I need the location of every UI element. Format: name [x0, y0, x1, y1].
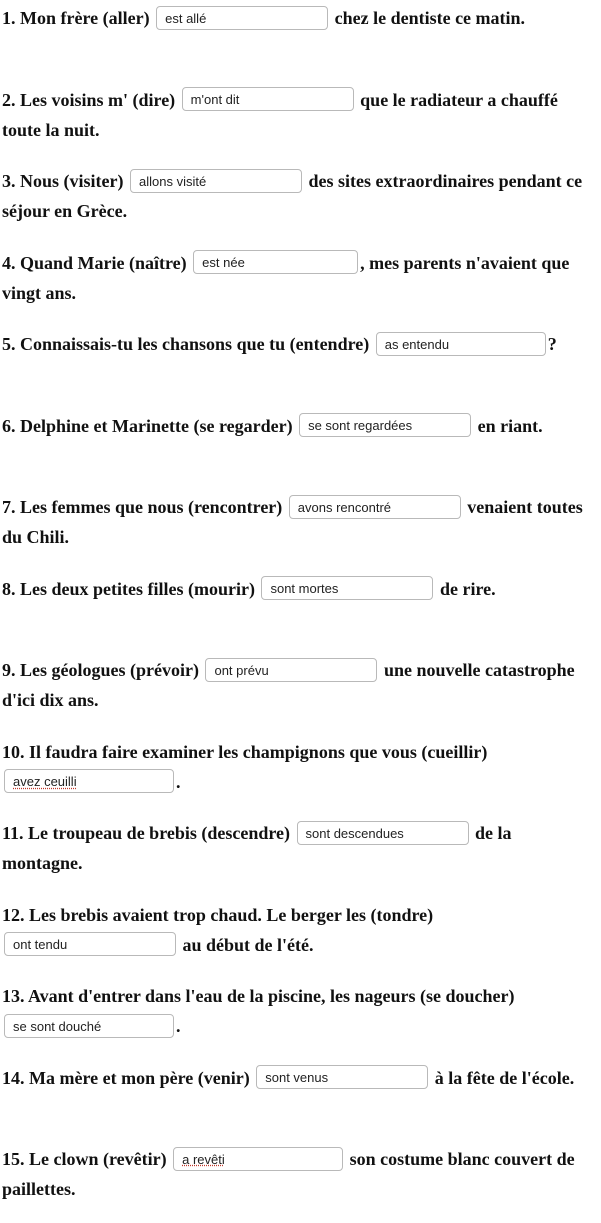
question-continuation: une nouvelle catastrophe d'ici dix ans.: [2, 660, 575, 710]
question-prompt: 7. Les femmes que nous (rencontrer): [2, 497, 283, 517]
answer-input[interactable]: ont prévu: [205, 658, 377, 682]
question-continuation: .: [176, 771, 181, 792]
question-11: [2, 815, 595, 897]
question-prompt: 15. Le clown (revêtir): [2, 1149, 167, 1169]
answer-input[interactable]: sont descendues: [297, 821, 469, 845]
question-13: [2, 978, 595, 1060]
question-continuation: au début de l'été.: [182, 934, 314, 955]
answer-text: a revêti: [182, 1151, 225, 1167]
question-prompt: 2. Les voisins m' (dire): [2, 89, 176, 110]
question-prompt: 8. Les deux petites filles (mourir): [2, 578, 255, 599]
question-prompt: 10. Il faudra faire examiner les champignons que vous (cueillir): [2, 741, 488, 762]
question-continuation: .: [176, 1016, 181, 1036]
question-continuation: des sites extraordinaires pendant ce séjour en Grèce.: [2, 171, 583, 221]
question-2: [2, 82, 595, 164]
question-continuation: de la montagne.: [2, 823, 512, 873]
question-continuation: chez le dentiste ce matin.: [334, 8, 526, 28]
answer-input[interactable]: avons rencontré: [289, 495, 461, 519]
question-10: [2, 734, 595, 816]
answer-input[interactable]: [173, 1147, 343, 1171]
question-5: [2, 326, 595, 408]
answer-text: avez ceuilli: [13, 774, 77, 790]
question-prompt: 11. Le troupeau de brebis (descendre): [2, 823, 291, 843]
question-prompt: 6. Delphine et Marinette (se regarder): [2, 415, 293, 436]
question-14: [2, 1060, 595, 1142]
question-7: [2, 489, 595, 571]
question-continuation: en riant.: [477, 415, 543, 436]
answer-input[interactable]: sont venus: [256, 1065, 428, 1089]
question-prompt: 14. Ma mère et mon père (venir): [2, 1067, 250, 1088]
question-9: [2, 652, 595, 734]
answer-input[interactable]: ont tendu: [4, 932, 176, 956]
question-continuation: que le radiateur a chauffé toute la nuit.: [2, 89, 558, 140]
question-6: [2, 408, 595, 490]
question-3: [2, 163, 595, 245]
question-12: [2, 897, 595, 979]
answer-input[interactable]: m'ont dit: [182, 87, 354, 111]
answer-input[interactable]: est allé: [156, 6, 328, 30]
question-prompt: 4. Quand Marie (naître): [2, 252, 187, 273]
question-continuation: ?: [547, 334, 557, 354]
question-continuation: de rire.: [439, 578, 496, 599]
question-15: [2, 1141, 595, 1223]
question-prompt: 9. Les géologues (prévoir): [2, 660, 199, 680]
question-continuation: son costume blanc couvert de paillettes.: [2, 1149, 575, 1199]
answer-input[interactable]: se sont douché: [4, 1014, 174, 1038]
question-4: [2, 245, 595, 327]
question-continuation: , mes parents n'avaient que vingt ans.: [2, 252, 570, 303]
question-prompt: 13. Avant d'entrer dans l'eau de la piscine, les nageurs (se doucher): [2, 986, 515, 1006]
question-prompt: 3. Nous (visiter): [2, 171, 124, 191]
question-prompt: 1. Mon frère (aller): [2, 8, 150, 28]
question-1: [2, 0, 595, 82]
answer-input[interactable]: se sont regardées: [299, 413, 471, 437]
question-8: [2, 571, 595, 653]
answer-input[interactable]: [4, 769, 174, 793]
question-prompt: 5. Connaissais-tu les chansons que tu (entendre): [2, 334, 370, 354]
question-continuation: venaient toutes du Chili.: [2, 497, 583, 547]
answer-input[interactable]: est née: [193, 250, 358, 274]
question-prompt: 12. Les brebis avaient trop chaud. Le berger les (tondre): [2, 904, 434, 925]
answer-input[interactable]: sont mortes: [261, 576, 433, 600]
question-continuation: à la fête de l'école.: [434, 1067, 575, 1088]
answer-input[interactable]: allons visité: [130, 169, 302, 193]
answer-input[interactable]: as entendu: [376, 332, 546, 356]
